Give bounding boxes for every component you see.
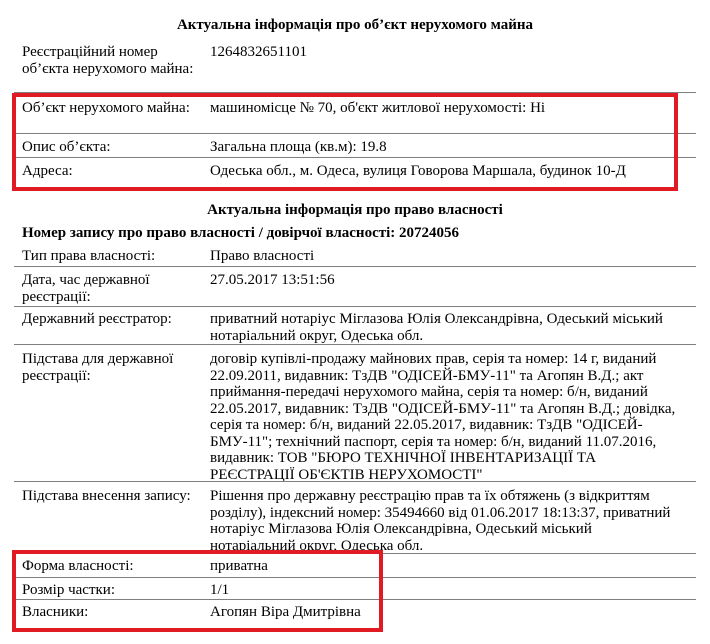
registration-basis-value: договір купівлі-продажу майнових прав, серія та номер: 14 г, виданий 22.09.2011, видавник: ТзДВ "ОДІСЕЙ-БМУ-11" та Агопян В.Д.; акт приймання-передачі нерухомого майна, серія та номер: б/н, виданий 22.05.2017, видавник: ТзДВ "ОДІСЕЙ-БМУ-11" та Агопян В.Д.; довідка, серія та номер: б/н, виданий 22.05.2017, видавник: ТзДВ "ОДІСЕЙ-БМУ-11"; технічний паспорт, серія та номер: б/н, виданий 11.07.2016, видавник: ТОВ "БЮРО ТЕХНІЧНОЇ ІНВЕНТАРИЗАЦІЇ ТА РЕЄСТРАЦІЇ ОБ'ЄКТІВ НЕРУХОМОСТІ"	[210, 351, 676, 483]
share-size-value: 1/1	[210, 582, 230, 598]
object-description-value: Загальна площа (кв.м): 19.8	[210, 139, 387, 155]
row-divider	[14, 344, 696, 345]
ownership-form-label: Форма власності:	[22, 558, 134, 574]
address-label: Адреса:	[22, 163, 73, 179]
ownership-type-label: Тип права власності:	[22, 248, 156, 264]
property-object-value: машиномісце № 70, об'єкт житлової нерухомості: Ні	[210, 100, 546, 116]
ownership-record-title: Номер запису про право власності / довірчої власності: 20724056	[22, 225, 460, 241]
row-divider	[14, 306, 696, 307]
share-size-label: Розмір частки:	[22, 582, 115, 598]
registration-number-value: 1264832651101	[210, 44, 307, 60]
object-description-label: Опис об’єкта:	[22, 139, 111, 155]
ownership-form-value: приватна	[210, 558, 268, 574]
registration-basis-label: Підстава для державної реєстрації:	[22, 351, 174, 384]
owners-label: Власники:	[22, 604, 89, 620]
ownership-section-title: Актуальна інформація про право власності	[207, 202, 503, 218]
ownership-highlight-box	[12, 550, 383, 632]
ownership-type-value: Право власності	[210, 248, 315, 264]
registration-date-value: 27.05.2017 13:51:56	[210, 272, 335, 288]
record-basis-label: Підстава внесення запису:	[22, 488, 191, 504]
state-registrar-value: приватний нотаріус Міглазова Юлія Олександрівна, Одеський міський нотаріальний округ, Одеська обл.	[210, 311, 663, 344]
record-basis-value: Рішення про державну реєстрацію прав та їх обтяжень (з відкриттям розділу), індексний номер: 35494660 від 01.06.2017 18:13:37, приватний нотаріус Міглазова Юлія Олександрівна, Одеський міський нотаріальний округ, Одеська обл.	[210, 488, 671, 554]
address-value: Одеська обл., м. Одеса, вулиця Говорова Маршала, будинок 10-Д	[210, 163, 626, 179]
object-highlight-box	[12, 93, 678, 191]
registration-date-label: Дата, час державної реєстрації:	[22, 272, 150, 305]
row-divider	[14, 266, 696, 267]
owners-value: Агопян Віра Дмитрівна	[210, 604, 361, 620]
property-object-label: Об’єкт нерухомого майна:	[22, 100, 190, 116]
row-divider	[14, 481, 696, 482]
registration-number-label: Реєстраційний номер об’єкта нерухомого майна:	[22, 44, 194, 77]
object-section-title: Актуальна інформація про об’єкт нерухомого майна	[176, 17, 534, 33]
state-registrar-label: Державний реєстратор:	[22, 311, 172, 327]
